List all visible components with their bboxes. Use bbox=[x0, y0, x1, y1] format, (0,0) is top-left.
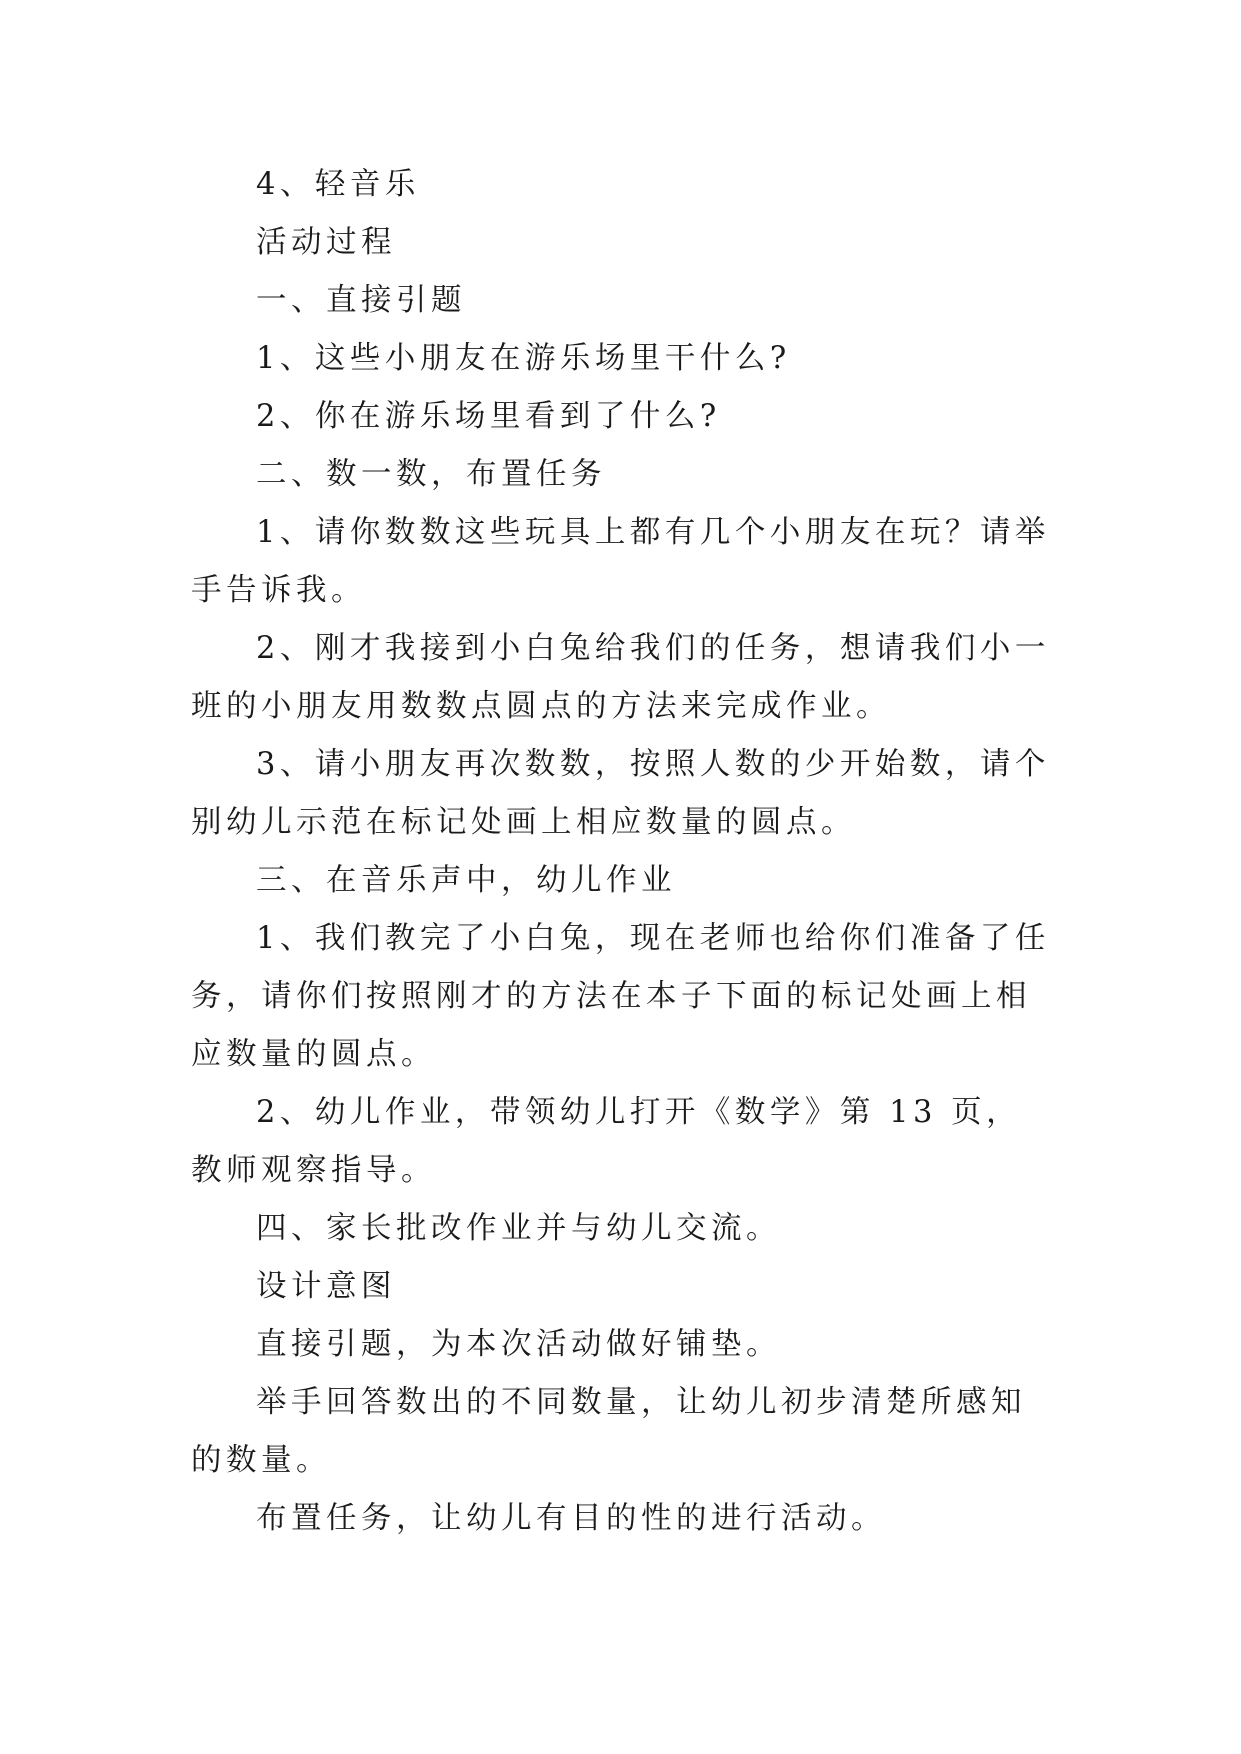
section-heading-3: 三、在音乐声中，幼儿作业 bbox=[256, 863, 676, 898]
paragraph-2-2: 2、刚才我接到小白兔给我们的任务，想请我们小一班的小朋友用数数点圆点的方法来完成作业。 bbox=[191, 631, 1050, 724]
paragraph-intent-1: 直接引题，为本次活动做好铺垫。 bbox=[256, 1327, 781, 1362]
paragraph-intent-2: 举手回答数出的不同数量，让幼儿初步清楚所感知的数量。 bbox=[191, 1385, 1026, 1478]
paragraph-1-1: 1、这些小朋友在游乐场里干什么? bbox=[256, 341, 791, 376]
paragraph-intent-3: 布置任务，让幼儿有目的性的进行活动。 bbox=[256, 1501, 886, 1536]
paragraph-materials-item-4: 4、轻音乐 bbox=[256, 167, 420, 202]
paragraph-1-2: 2、你在游乐场里看到了什么? bbox=[256, 399, 721, 434]
section-heading-4: 四、家长批改作业并与幼儿交流。 bbox=[256, 1211, 781, 1246]
paragraph-2-1: 1、请你数数这些玩具上都有几个小朋友在玩？请举手告诉我。 bbox=[191, 515, 1050, 608]
paragraph-3-2: 2、幼儿作业，带领幼儿打开《数学》第 13 页，教师观察指导。 bbox=[191, 1095, 1022, 1188]
section-heading-1: 一、直接引题 bbox=[256, 283, 466, 318]
heading-activity-process: 活动过程 bbox=[256, 225, 396, 260]
paragraph-2-3: 3、请小朋友再次数数，按照人数的少开始数，请个别幼儿示范在标记处画上相应数量的圆点。 bbox=[191, 747, 1050, 840]
paragraph-3-1: 1、我们教完了小白兔，现在老师也给你们准备了任务，请你们按照刚才的方法在本子下面的标记处画上相应数量的圆点。 bbox=[191, 921, 1050, 1072]
document-body bbox=[191, 156, 1051, 1548]
section-heading-2: 二、数一数，布置任务 bbox=[256, 457, 606, 492]
heading-design-intent: 设计意图 bbox=[256, 1269, 396, 1304]
